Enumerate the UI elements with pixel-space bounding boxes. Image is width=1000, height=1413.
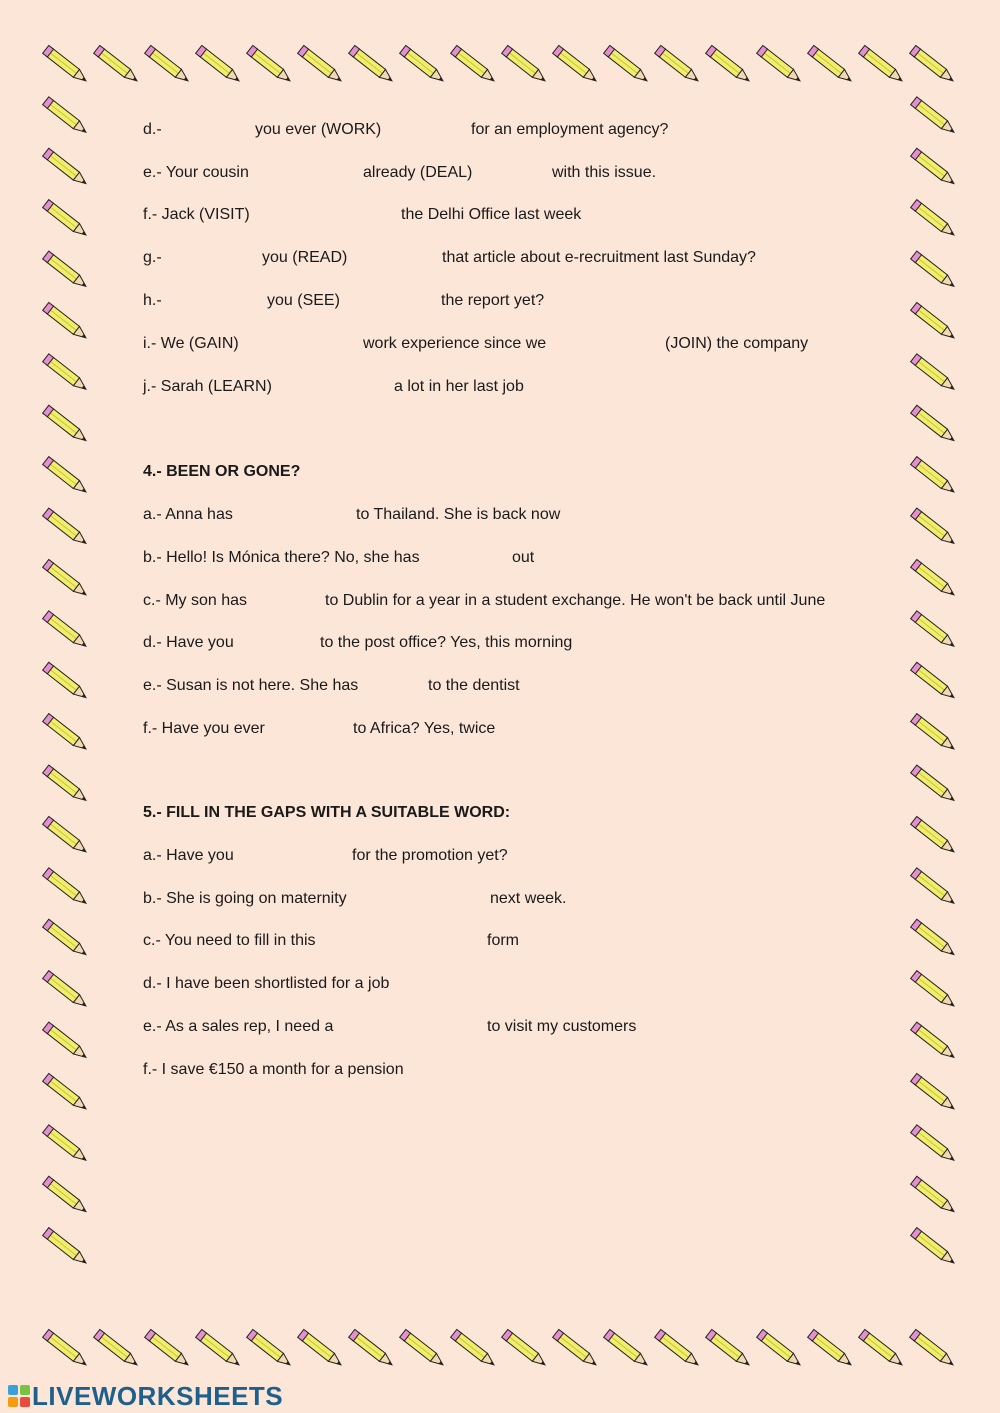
item-text: for an employment agency? [471,121,669,138]
item-text: c.- My son has [143,592,248,609]
item-text: d.- I have been shortlisted for a job [143,975,390,992]
item-text: to the post office? Yes, this morning [320,634,573,651]
item-text: next week. [490,890,567,907]
item-text: i.- We (GAIN) [143,335,239,352]
item-text: g.- [143,249,162,266]
item-text: c.- You need to fill in this [143,932,316,949]
item-text: f.- Have you ever [143,720,265,737]
item-text: d.- Have you [143,634,234,651]
exercise4-item-e [0,674,1000,698]
item-text: h.- [143,292,162,309]
exercise3-item-d [0,118,1000,142]
liveworksheets-logo-icon [8,1385,30,1407]
exercise5-item-c [0,929,1000,953]
item-text: d.- [143,121,162,138]
item-text: to Dublin for a year in a student exchange. He won't be back until June [325,592,826,609]
exercise3-item-f [0,203,1000,227]
item-text: to the dentist [428,677,520,694]
item-text: the report yet? [441,292,545,309]
item-text: e.- Susan is not here. She has [143,677,359,694]
item-text: (JOIN) the company [665,335,809,352]
item-text: you (READ) [262,249,348,266]
exercise5-title [0,801,1000,825]
item-text: you ever (WORK) [255,121,382,138]
exercise5-item-a [0,844,1000,868]
item-text: f.- I save €150 a month for a pension [143,1061,404,1078]
item-text: for the promotion yet? [352,847,508,864]
exercise4-item-d [0,631,1000,655]
exercise4-item-f [0,717,1000,741]
item-text: j.- Sarah (LEARN) [143,378,272,395]
item-text: you (SEE) [267,292,340,309]
item-text: e.- Your cousin [143,164,249,181]
item-text: form [487,932,519,949]
section-heading: 5.- FILL IN THE GAPS WITH A SUITABLE WORD: [143,804,511,821]
item-text: to Africa? Yes, twice [353,720,496,737]
item-text: a.- Have you [143,847,234,864]
item-text: b.- She is going on maternity [143,890,347,907]
item-text: to visit my customers [487,1018,637,1035]
logo-text: LIVEWORKSHEETS [32,1381,284,1411]
item-text: a lot in her last job [394,378,524,395]
exercise4-item-a [0,503,1000,527]
section-heading: 4.- BEEN OR GONE? [143,463,301,480]
exercise3-item-e [0,161,1000,185]
item-text: work experience since we [363,335,547,352]
exercise3-item-g [0,246,1000,270]
exercise5-item-f [0,1058,1000,1082]
item-text: a.- Anna has [143,506,233,523]
exercise3-item-i [0,332,1000,356]
exercise4-item-c [0,589,1000,613]
exercise5-item-b [0,887,1000,911]
item-text: e.- As a sales rep, I need a [143,1018,334,1035]
liveworksheets-logo [8,1382,283,1410]
item-text: to Thailand. She is back now [356,506,561,523]
item-text: f.- Jack (VISIT) [143,206,250,223]
exercise5-item-e [0,1015,1000,1039]
exercise4-title [0,460,1000,484]
item-text: that article about e-recruitment last Sunday? [442,249,756,266]
exercise5-item-d [0,972,1000,996]
item-text: the Delhi Office last week [401,206,582,223]
item-text: b.- Hello! Is Mónica there? No, she has [143,549,420,566]
exercise3-item-j [0,375,1000,399]
item-text: already (DEAL) [363,164,473,181]
item-text: out [512,549,535,566]
exercise3-item-h [0,289,1000,313]
item-text: with this issue. [552,164,657,181]
exercise4-item-b [0,546,1000,570]
